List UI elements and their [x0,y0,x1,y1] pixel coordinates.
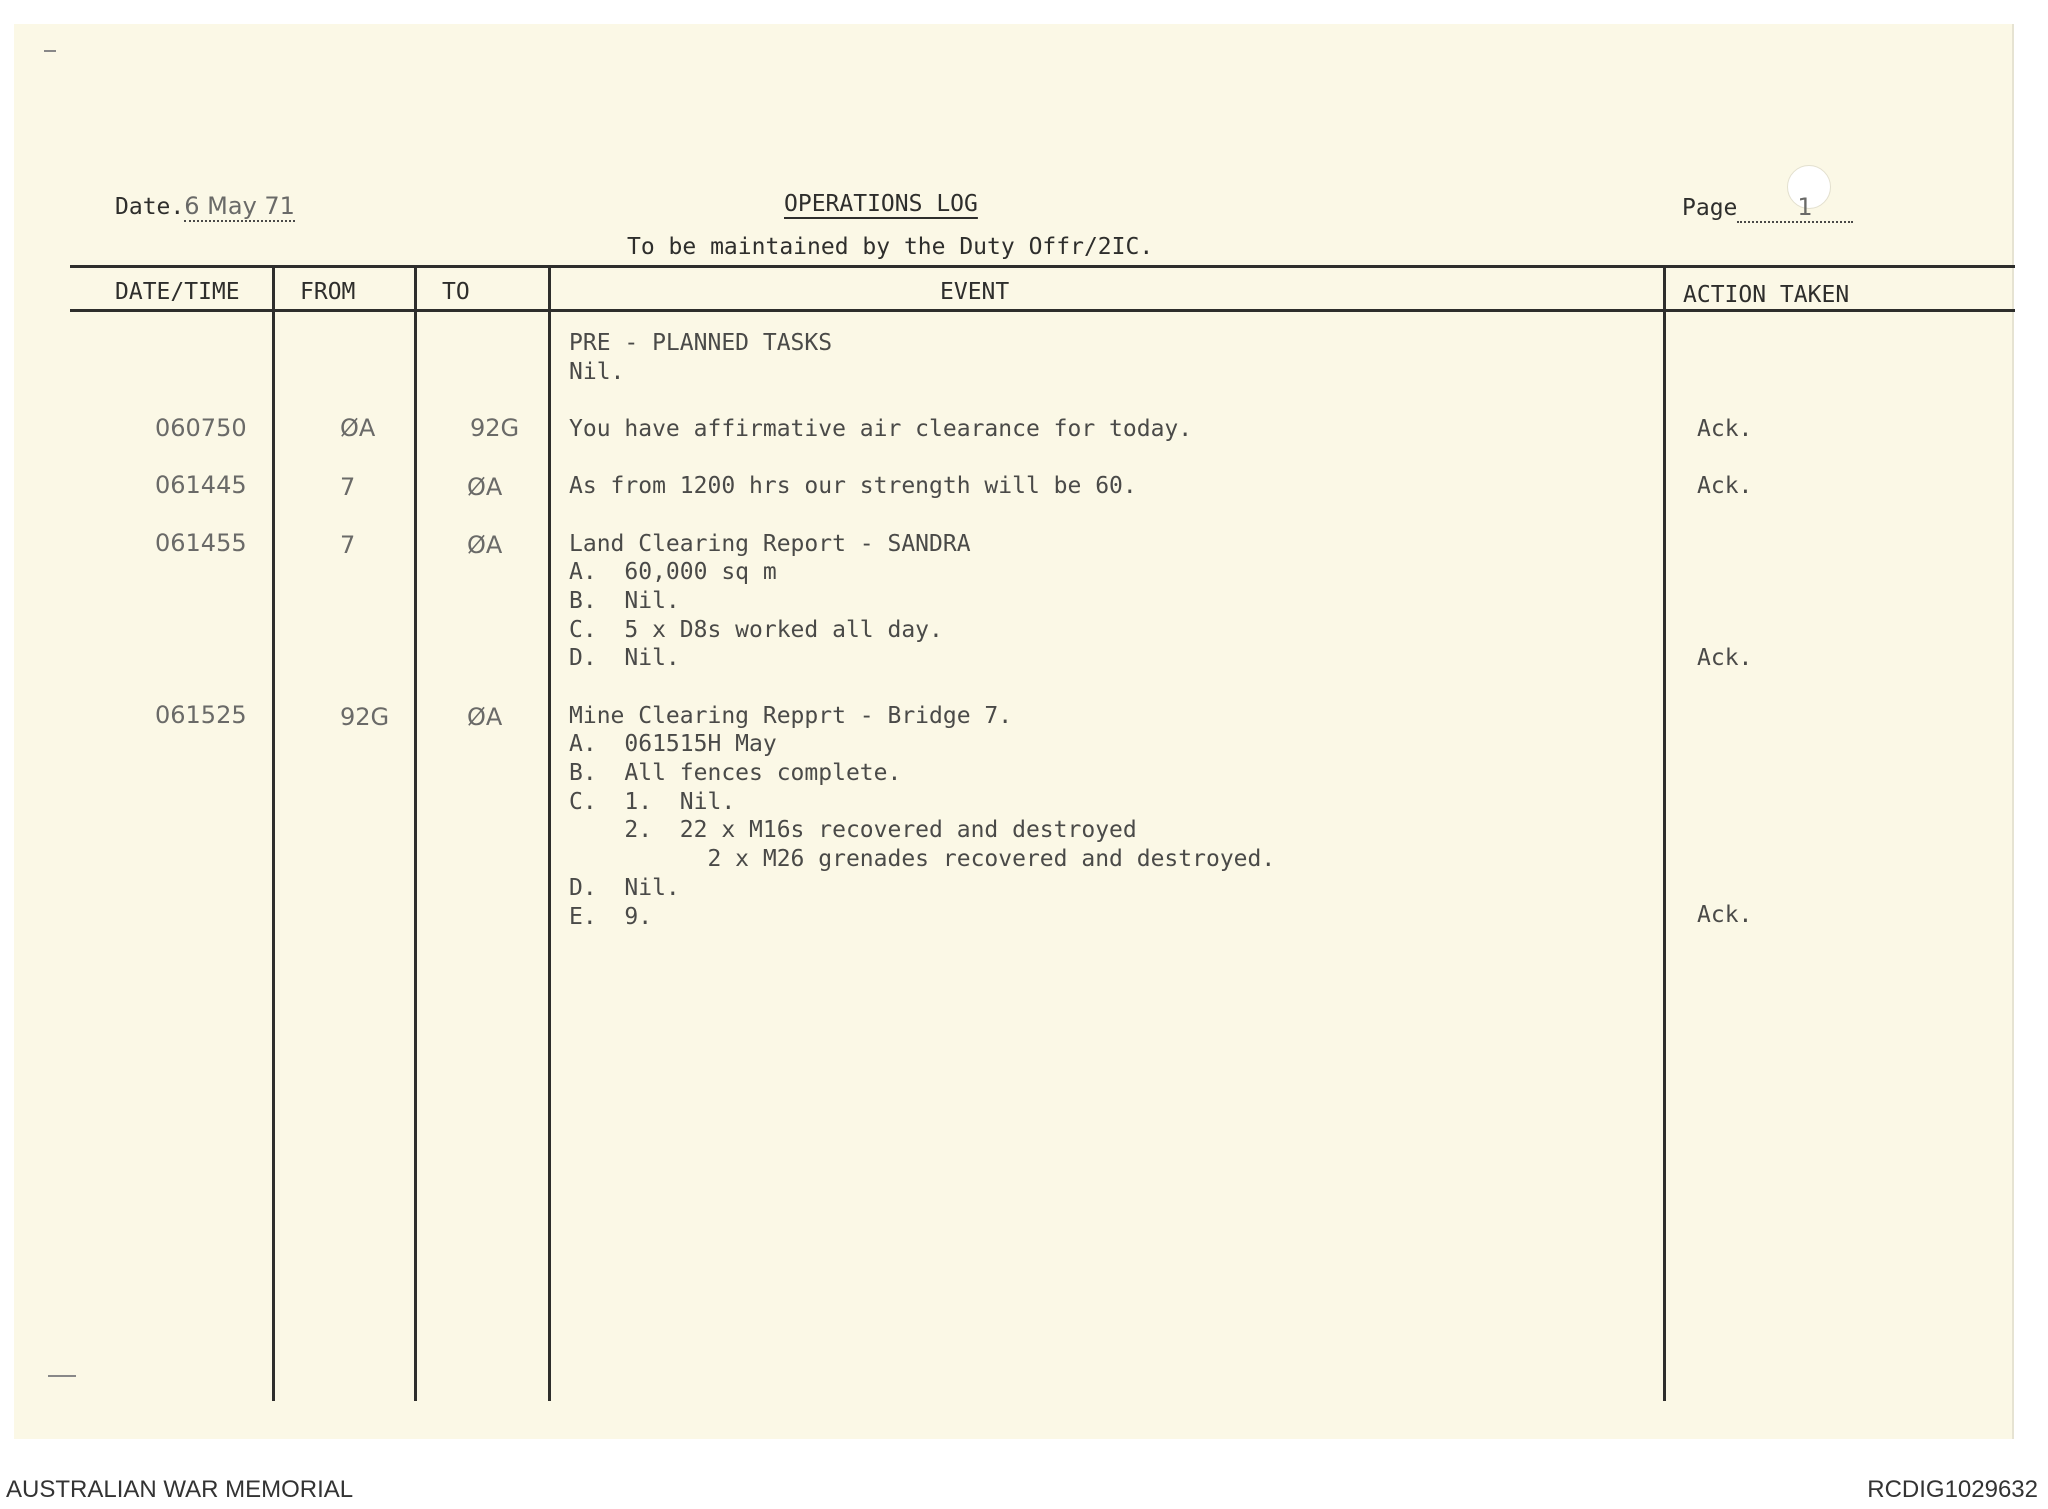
entry-action: Ack. [1697,416,1753,442]
date-label: Date. [115,194,185,220]
col-header-action: ACTION TAKEN [1683,282,1850,308]
entry-line: 2. 22 x M16s recovered and destroyed [569,817,1137,843]
entry-line: D. Nil. [569,875,680,901]
entry-to: ØA [467,473,503,501]
entry-from: ØA [340,414,376,442]
col-header-to: TO [442,279,470,305]
column-divider [1663,266,1666,1401]
preplanned-text: Nil. [569,359,625,385]
page-value: 1 [1737,193,1852,223]
entry-line: 2 x M26 grenades recovered and destroyed. [569,846,1276,872]
date-value: 6 May 71 [184,192,295,220]
preplanned-title: PRE - PLANNED TASKS [569,330,833,356]
entry-event: You have affirmative air clearance for today. [569,416,1193,442]
entry-datetime: 061525 [155,701,247,729]
entry-to: ØA [467,703,503,731]
table-top-rule [70,265,2015,268]
entry-from: 7 [340,473,356,501]
column-divider [414,266,417,1401]
header-bottom-rule [70,309,2015,312]
subtitle: To be maintained by the Duty Offr/2IC. [627,234,1154,260]
page-title: OPERATIONS LOG [784,191,978,217]
paper-mark [48,1375,76,1377]
entry-datetime: 061445 [155,471,247,499]
entry-line: E. 9. [569,904,653,930]
entry-line: C. 5 x D8s worked all day. [569,617,943,643]
entry-to: 92G [470,414,520,442]
entry-line: D. Nil. [569,645,680,671]
entry-line: B. All fences complete. [569,760,902,786]
entry-line: B. Nil. [569,588,680,614]
entry-from: 7 [340,531,356,559]
entry-datetime: 061455 [155,529,247,557]
entry-from: 92G [340,703,390,731]
entry-line: A. 60,000 sq m [569,559,777,585]
entry-action: Ack. [1697,645,1753,671]
entry-event: Land Clearing Report - SANDRA [569,531,971,557]
entry-datetime: 060750 [155,414,247,442]
col-header-datetime: DATE/TIME [115,279,240,305]
entry-event: Mine Clearing Repprt - Bridge 7. [569,703,1013,729]
entry-action: Ack. [1697,902,1753,928]
page-label: Page [1682,195,1738,221]
entry-action: Ack. [1697,473,1753,499]
entry-event: As from 1200 hrs our strength will be 60. [569,473,1137,499]
entry-to: ØA [467,531,503,559]
entry-line: C. 1. Nil. [569,789,736,815]
footer-right: RCDIG1029632 [1867,1476,2038,1503]
date-field [115,192,295,222]
col-header-from: FROM [300,279,356,305]
footer-left: AUSTRALIAN WAR MEMORIAL [6,1476,354,1503]
column-divider [272,266,275,1401]
entry-line: A. 061515H May [569,731,777,757]
column-divider [548,266,551,1401]
page-number-field [1682,193,1853,223]
paper-mark [44,50,56,52]
col-header-event: EVENT [940,279,1010,305]
